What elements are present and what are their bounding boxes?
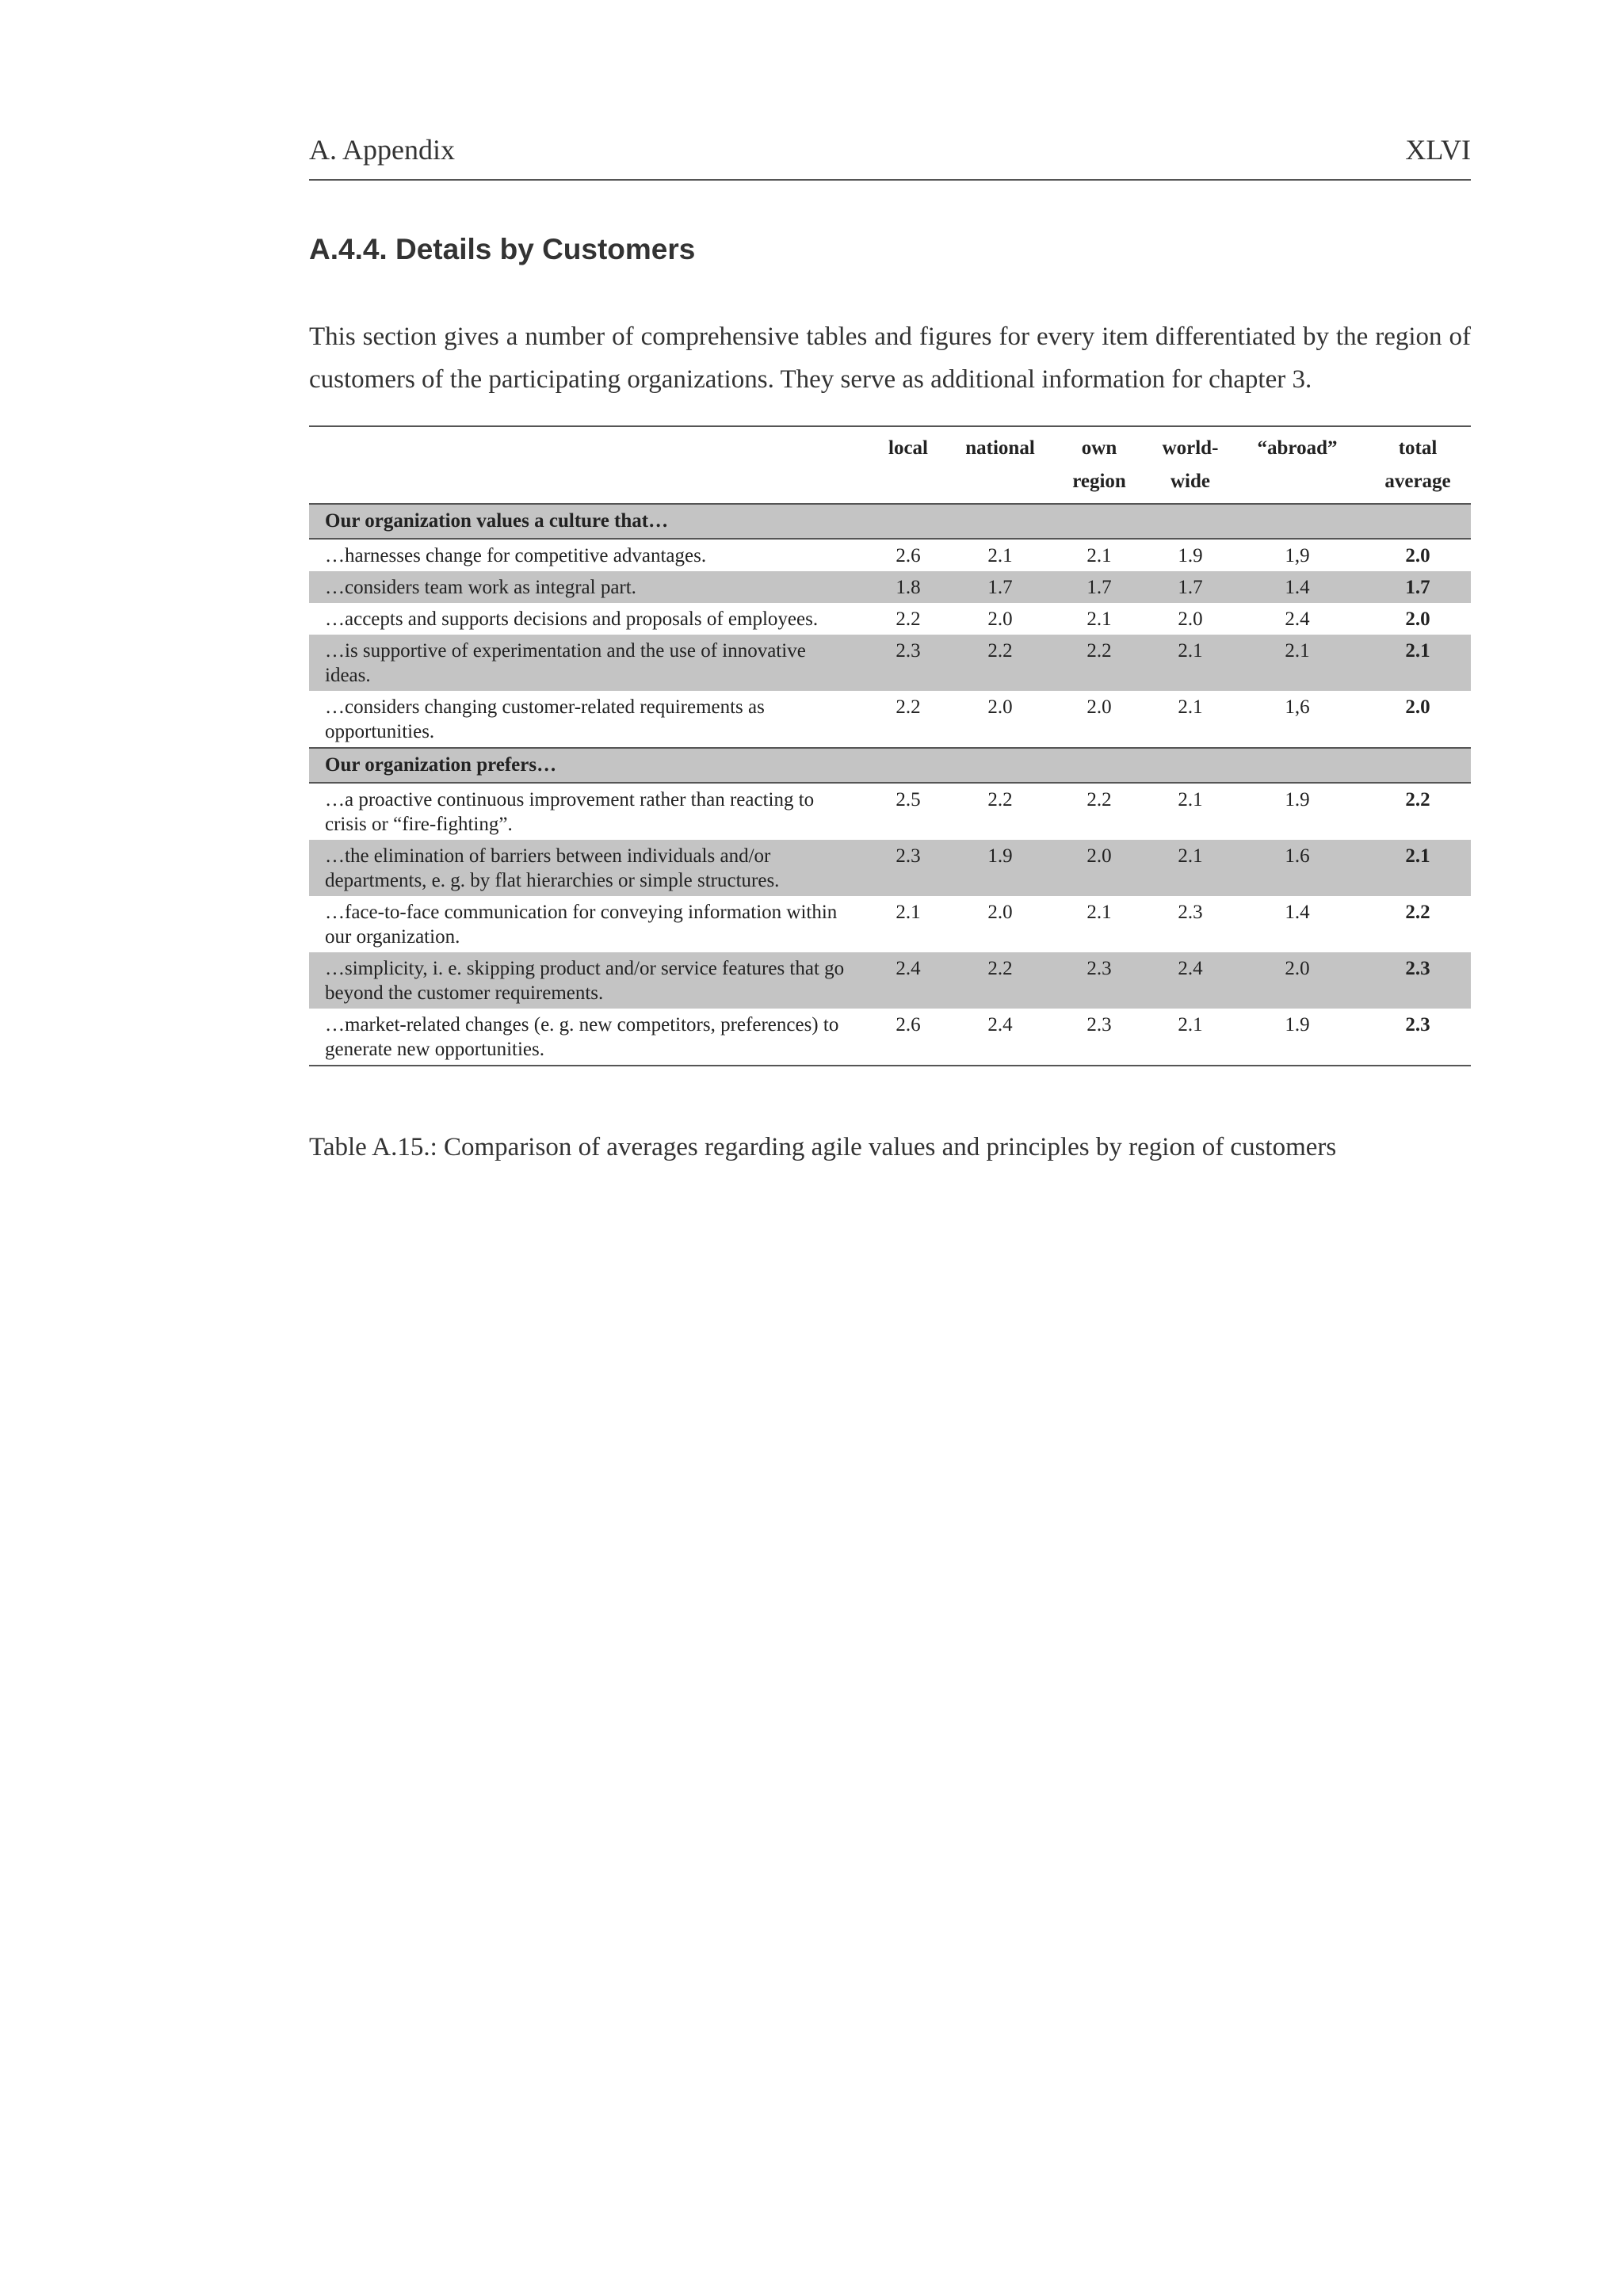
- table-row: [309, 896, 1471, 952]
- total-average-cell: 2.3: [1365, 952, 1471, 1009]
- value-cell: 2.0: [1048, 840, 1151, 896]
- value-cell: 2.1: [1151, 840, 1230, 896]
- header-line-2: average: [1384, 471, 1451, 492]
- value-cell: 2.2: [987, 789, 1013, 810]
- value-cell: 2.1: [1086, 902, 1112, 923]
- total-average-cell: 2.3: [1365, 1009, 1471, 1066]
- value-cell: 2.1: [1151, 1009, 1230, 1066]
- value-cell: 2.0: [987, 696, 1013, 718]
- value-cell: 2.4: [953, 1009, 1048, 1066]
- header-line-1: world-: [1162, 437, 1219, 459]
- total-average-cell: 2.1: [1365, 635, 1471, 691]
- group-header-row: [309, 748, 1471, 783]
- page-number: XLVI: [1405, 134, 1471, 166]
- value-cell: 2.2: [953, 635, 1048, 691]
- value-cell: 1.7: [1151, 571, 1230, 603]
- table-body: [309, 504, 1471, 1066]
- header-line-1: “abroad”: [1257, 437, 1338, 459]
- header-line-1: local: [888, 437, 928, 459]
- table-row: [309, 783, 1471, 840]
- table-caption: Table A.15.: Comparison of averages regarding agile values and principles by region of customers: [309, 1133, 1337, 1161]
- value-cell: 1,9: [1285, 545, 1310, 566]
- row-label: …considers team work as integral part.: [309, 571, 864, 603]
- value-cell: 2.1: [1178, 696, 1203, 718]
- header-cell-abroad: [1230, 426, 1365, 504]
- value-cell: 2.2: [896, 696, 921, 718]
- header-cell-own-region: [1048, 426, 1151, 504]
- table-row: [309, 603, 1471, 635]
- value-cell: 2.4: [864, 952, 953, 1009]
- value-cell: 2.3: [864, 840, 953, 896]
- value-cell: 2.5: [896, 789, 921, 810]
- value-cell: 2.0: [1178, 608, 1203, 630]
- row-label: …considers changing customer-related requirements as opportunities.: [325, 696, 765, 742]
- total-average-cell: 2.0: [1405, 696, 1430, 718]
- value-cell: 2.0: [987, 608, 1013, 630]
- table-row: [309, 539, 1471, 571]
- averages-table: [309, 425, 1471, 1066]
- row-label: …is supportive of experimentation and the use of innovative ideas.: [309, 635, 864, 691]
- row-label: …market-related changes (e. g. new competitors, preferences) to generate new opportunities.: [309, 1009, 864, 1066]
- value-cell: 2.6: [896, 545, 921, 566]
- header-cell-total-average: [1365, 426, 1471, 504]
- header-cell-world-wide: [1151, 426, 1230, 504]
- value-cell: 2.2: [896, 608, 921, 630]
- group-title: Our organization prefers…: [309, 748, 1471, 783]
- row-label: …face-to-face communication for conveying information within our organization.: [325, 902, 838, 948]
- table-header-row: [309, 426, 1471, 504]
- header-line-1: total: [1398, 437, 1438, 459]
- value-cell: 1.7: [953, 571, 1048, 603]
- value-cell: 2.1: [1230, 635, 1365, 691]
- header-chapter: A. Appendix: [309, 134, 455, 166]
- row-label: …accepts and supports decisions and proposals of employees.: [325, 608, 819, 630]
- value-cell: 2.1: [1151, 635, 1230, 691]
- table-row: [309, 840, 1471, 896]
- value-cell: 2.2: [953, 952, 1048, 1009]
- total-average-cell: 2.0: [1405, 545, 1430, 566]
- header-cell-local: [864, 426, 953, 504]
- group-title: Our organization values a culture that…: [309, 504, 1471, 539]
- value-cell: 2.1: [1086, 545, 1112, 566]
- value-cell: 2.1: [1178, 789, 1203, 810]
- value-cell: 2.4: [1285, 608, 1310, 630]
- value-cell: 2.1: [1086, 608, 1112, 630]
- value-cell: 1.6: [1230, 840, 1365, 896]
- table-row: [309, 571, 1471, 603]
- row-label: …simplicity, i. e. skipping product and/or service features that go beyond the customer requirements.: [309, 952, 864, 1009]
- table-row: [309, 635, 1471, 691]
- total-average-cell: 2.2: [1405, 789, 1430, 810]
- header-cell-national: [953, 426, 1048, 504]
- value-cell: 2.1: [896, 902, 921, 923]
- header-line-1: own: [1081, 437, 1117, 459]
- value-cell: 2.3: [1048, 1009, 1151, 1066]
- value-cell: 2.4: [1151, 952, 1230, 1009]
- table-row: [309, 952, 1471, 1009]
- total-average-cell: 2.0: [1405, 608, 1430, 630]
- value-cell: 2.2: [1048, 635, 1151, 691]
- value-cell: 2.3: [864, 635, 953, 691]
- value-cell: 2.6: [864, 1009, 953, 1066]
- row-label: …the elimination of barriers between individuals and/or departments, e. g. by flat hierarchies or simple structures.: [309, 840, 864, 896]
- value-cell: 2.3: [1178, 902, 1203, 923]
- value-cell: 1.8: [864, 571, 953, 603]
- header-line-2: wide: [1170, 471, 1210, 492]
- value-cell: 1.9: [1230, 1009, 1365, 1066]
- value-cell: 2.2: [1086, 789, 1112, 810]
- value-cell: 1.9: [1178, 545, 1203, 566]
- header-line-1: national: [965, 437, 1035, 459]
- table-row: [309, 691, 1471, 748]
- table-row: [309, 1009, 1471, 1066]
- value-cell: 1.9: [1285, 789, 1310, 810]
- value-cell: 1.4: [1230, 571, 1365, 603]
- value-cell: 2.0: [1230, 952, 1365, 1009]
- value-cell: 2.3: [1048, 952, 1151, 1009]
- header-cell-item: [309, 426, 864, 504]
- section-title: A.4.4. Details by Customers: [309, 233, 696, 265]
- intro-paragraph: This section gives a number of comprehensive tables and figures for every item differentiated by the region of customers of the participating organizations. They serve as additional information for chapter 3.: [309, 322, 1471, 394]
- total-average-cell: 1.7: [1365, 571, 1471, 603]
- row-label: …a proactive continuous improvement rather than reacting to crisis or “fire-fighting”.: [325, 789, 815, 835]
- total-average-cell: 2.2: [1405, 902, 1430, 923]
- value-cell: 2.1: [987, 545, 1013, 566]
- total-average-cell: 2.1: [1365, 840, 1471, 896]
- value-cell: 1,6: [1285, 696, 1310, 718]
- value-cell: 1.7: [1048, 571, 1151, 603]
- row-label: …harnesses change for competitive advantages.: [325, 545, 707, 566]
- value-cell: 1.9: [953, 840, 1048, 896]
- running-header: [309, 133, 1471, 181]
- value-cell: 2.0: [987, 902, 1013, 923]
- value-cell: 2.0: [1086, 696, 1112, 718]
- value-cell: 1.4: [1285, 902, 1310, 923]
- header-line-2: region: [1072, 471, 1126, 492]
- group-header-row: [309, 504, 1471, 539]
